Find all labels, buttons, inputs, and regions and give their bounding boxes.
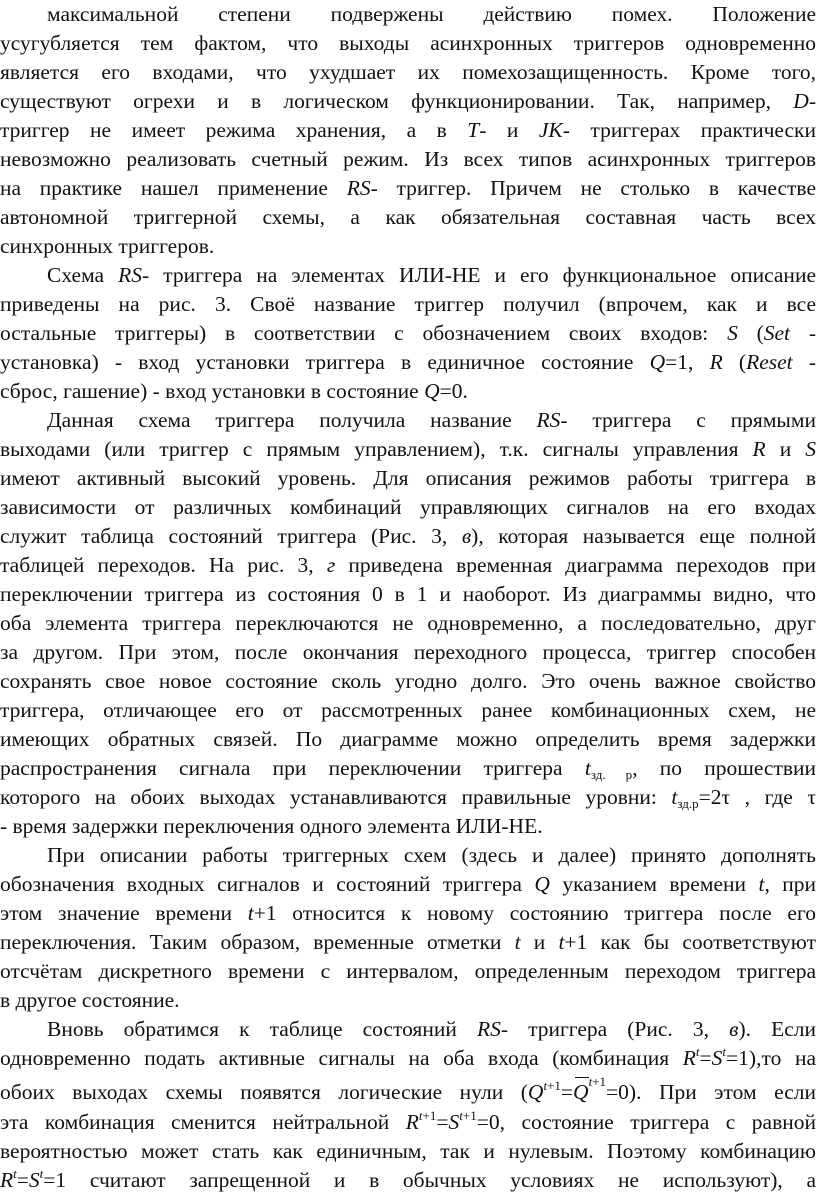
text-line: за другом. При этом, после окончания переходного процесса, триггер способен [0, 640, 816, 664]
text-line: выходами (или триггер с прямым управлением), т.к. сигналы управления R и S [0, 437, 816, 461]
text-line: отсчётам дискретного времени с интервалом, определенным переходом триггера [0, 959, 816, 983]
text-line: в другое состояние. [0, 988, 180, 1012]
text-line: эта комбинация сменится нейтральной $R^{t+1}=S^{t+1}=0$, состояние триггера с равной [0, 1108, 816, 1134]
text-line: распространения сигнала при переключении триггера $t_{зд. р}$, по прошествии [0, 756, 816, 782]
text-line: обоих выходах схемы появятся логические нули $(Q^{t+1}=Q^{t+1}=0)$. При этом если [0, 1078, 816, 1107]
text-line: зависимости от различных комбинаций управляющих сигналов на его входах [0, 495, 816, 519]
text-line: служит таблица состояний триггера (Рис. 3, в), которая называется еще полной [0, 524, 816, 548]
text-line: переключения. Таким образом, временные отметки t и t+1 как бы соответствуют [0, 930, 816, 954]
text-line: Схема RS- триггера на элементах ИЛИ-НЕ и его функциональное описание [47, 263, 816, 287]
text-line: максимальной степени подвержены действию помех. Положение [47, 2, 816, 26]
text-line: является его входами, что ухудшает их помехозащищенность. Кроме того, [0, 60, 816, 84]
text-line: $R^t=S^t=1$ считают запрещенной и в обычных условиях не используют), а [0, 1166, 816, 1192]
text-line: таблицей переходов. На рис. 3, г приведена временная диаграмма переходов при [0, 553, 816, 577]
text-line: сохранять свое новое состояние сколь угодно долго. Это очень важное свойство [0, 669, 816, 693]
text-line: автономной триггерной схемы, а как обязательная составная часть всех [0, 205, 816, 229]
text-line: синхронных триггеров. [0, 234, 215, 258]
text-line: переключении триггера из состояния 0 в 1 и наоборот. Из диаграммы видно, что [0, 582, 816, 606]
text-line: оба элемента триггера переключаются не одновременно, а последовательно, друг [0, 611, 816, 635]
text-line: триггера, отличающее его от рассмотренных ранее комбинационных схем, не [0, 698, 816, 722]
text-line: усугубляется тем фактом, что выходы асинхронных триггеров одновременно [0, 31, 816, 55]
text-line: имеют активный высокий уровень. Для описания режимов работы триггера в [0, 466, 816, 490]
text-line: остальные триггеры) в соответствии с обозначением своих входов: S (Set - [0, 321, 816, 345]
text-line: вероятностью может стать как единичным, так и нулевым. Поэтому комбинацию [0, 1139, 816, 1163]
text-line: - время задержки переключения одного элемента ИЛИ-НЕ. [0, 814, 543, 838]
text-line: обозначения входных сигналов и состояний триггера Q указанием времени t, при [0, 872, 816, 896]
text-line: на практике нашел применение RS- триггер. Причем не столько в качестве [0, 176, 816, 200]
text-line: невозможно реализовать счетный режим. Из всех типов асинхронных триггеров [0, 147, 816, 171]
text-line: существуют огрехи и в логическом функционировании. Так, например, D- [0, 89, 816, 113]
text-line: установка) - вход установки триггера в единичное состояние Q=1, R (Reset - [0, 350, 816, 374]
text-line: одновременно подать активные сигналы на оба входа (комбинация $R^t=S^t=1),то$ на [0, 1044, 816, 1070]
text-line: этом значение времени t+1 относится к новому состоянию триггера после его [0, 901, 816, 925]
text-line: Данная схема триггера получила название RS- триггера с прямыми [47, 408, 816, 432]
text-line: имеющих обратных связей. По диаграмме можно определить время задержки [0, 727, 816, 751]
text-line: При описании работы триггерных схем (здесь и далее) принято дополнять [47, 843, 816, 867]
text-line: приведены на рис. 3. Своё название триггер получил (впрочем, как и все [0, 292, 816, 316]
text-line: которого на обоих выходах устанавливаются правильные уровни: $t_{зд.р}=2\tau$ , где τ [0, 785, 816, 811]
text-line: Вновь обратимся к таблице состояний RS- триггера (Рис. 3, в). Если [47, 1017, 816, 1041]
text-line: сброс, гашение) - вход установки в состояние Q=0. [0, 379, 468, 403]
text-line: триггер не имеет режима хранения, а в T- и JK- триггерах практически [0, 118, 816, 142]
